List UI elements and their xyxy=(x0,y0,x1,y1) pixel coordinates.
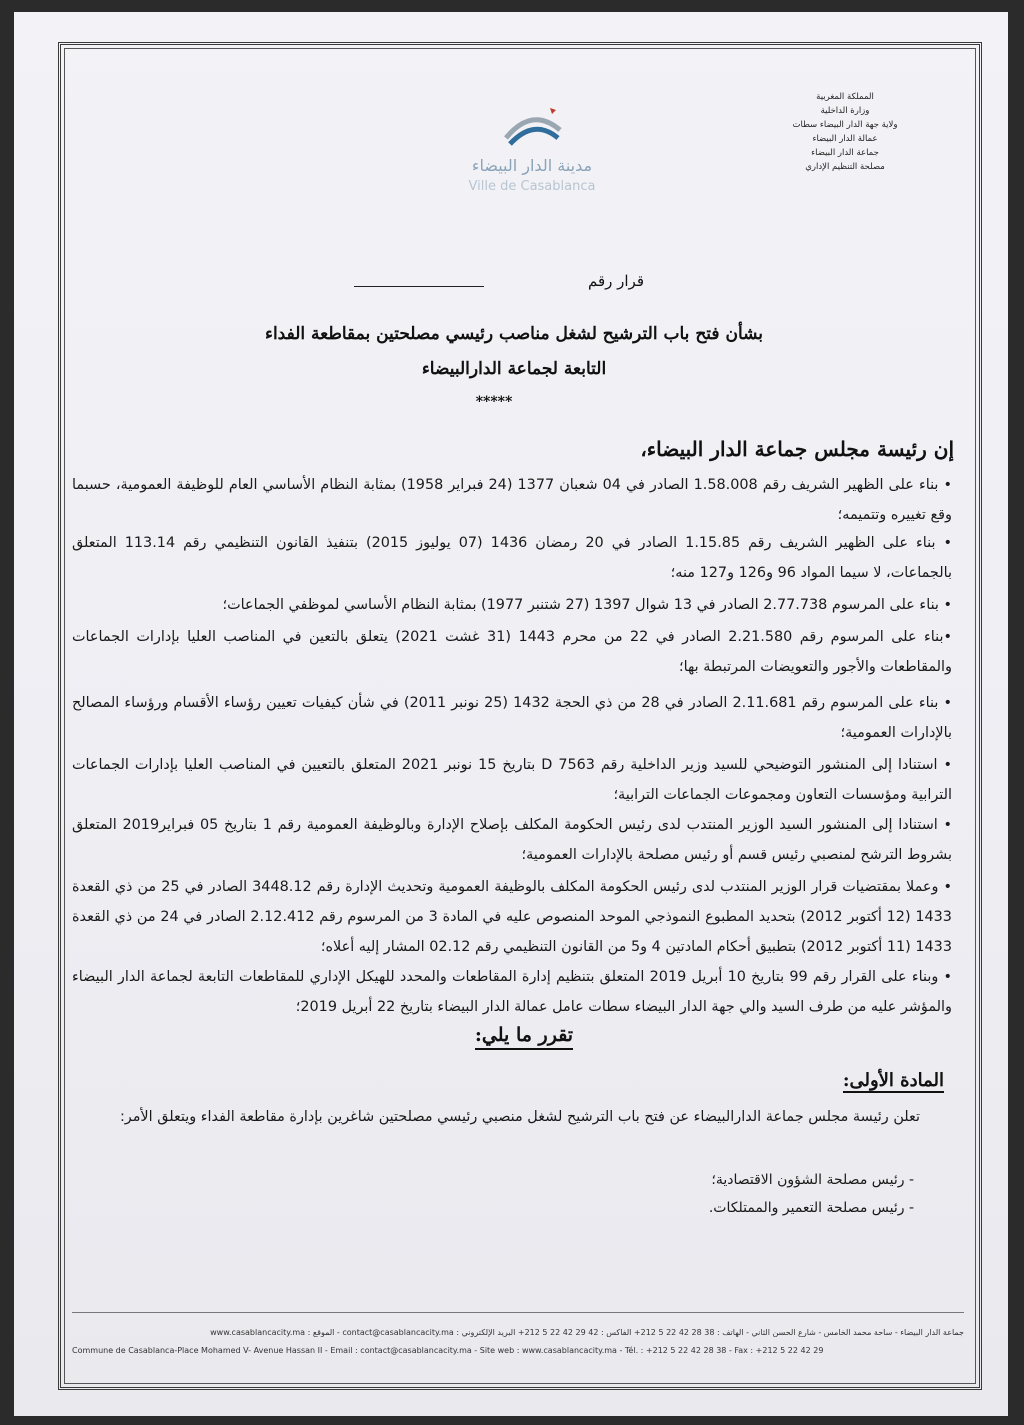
administrative-header xyxy=(770,90,920,174)
document-title-line-2: التابعة لجماعة الدارالبيضاء xyxy=(421,359,607,379)
position-list-item: - رئيس مصلحة الشؤون الاقتصادية؛ xyxy=(711,1172,914,1188)
considerant-paragraph: • بناء على الظهير الشريف رقم 1.58.008 الصادر في 04 شعبان 1377 (24 فبراير 1958) بمثابة النظام الأساسي العام للوظيفة العمومية، حسبما وقع تغييره وتتميمه؛ xyxy=(72,477,952,523)
decision-number xyxy=(314,264,644,294)
header-line: عمالة الدار البيضاء xyxy=(812,134,878,144)
considerant-paragraph: • وبناء على القرار رقم 99 بتاريخ 10 أبريل 2019 المتعلق بتنظيم إدارة المقاطعات والمحدد للهيكل الإداري للمقاطعات التابعة لجماعة الدار البيضاء والمؤشر عليه من طرف السيد والي جهة الدار البيضاء سطات عامل عمالة الدار البيضاء بتاريخ 22 أبريل 2019؛ xyxy=(72,969,953,1015)
header-line: ولاية جهة الدار البيضاء سطات xyxy=(792,120,898,130)
footer-arabic-contact: جماعة الدار البيضاء - ساحة محمد الخامس - شارع الحسن الثاني - الهاتف : 38 28 42 22 5 212+ الفاكس : 42 29 42 22 5 212+ البريد الإلكتروني : contact@casablancacity.ma - الموقع : www.casablancacity.ma xyxy=(210,1328,964,1337)
casablanca-city-logo xyxy=(432,100,632,195)
considerant-paragraph: • وعملا بمقتضيات قرار الوزير المنتدب لدى رئيس الحكومة المكلف بالوظيفة العمومية وتحديث الإدارة رقم 3448.12 الصادر في 25 من ذي القعدة 1433 (12 أكتوبر 2012) بتحديد المطبوع النموذجي الموحد المنصوص عليه في المادة 3 من المرسوم رقم 2.12.412 الصادر في 24 من ذي القعدة 1433 (11 أكتوبر 2012) بتطبيق أحكام المادتين 4 و5 من القانون التنظيمي رقم 02.12 المشار إليه أعلاه؛ xyxy=(72,879,952,955)
considerant-paragraph: • استنادا إلى المنشور السيد الوزير المنتدب لدى رئيس الحكومة المكلف بإصلاح الإدارة وبالوظيفة العمومية رقم 1 بتاريخ 05 فبراير2019 المتعلق بشروط الترشح لمنصبي رئيس قسم أو رئيس مصلحة بالإدارات العمومية؛ xyxy=(72,817,953,863)
footer-french-contact: Commune de Casablanca-Place Mohamed V- Avenue Hassan II - Email : contact@casablancacity.ma - Site web : www.casablancacity.ma - Tél. : +212 5 22 42 28 38 - Fax : +212 5 22 42 29 xyxy=(72,1346,824,1355)
title-separator: ***** xyxy=(475,394,513,410)
header-line: مصلحة التنظيم الإداري xyxy=(805,162,885,172)
decision-number-line xyxy=(354,286,484,287)
considerant-paragraph: • بناء على المرسوم رقم 2.11.681 الصادر في 28 من ذي الحجة 1432 (25 نونبر 2011) في شأن كيفيات تعيين رؤساء الأقسام ورؤساء المصالح بالإدارات العمومية؛ xyxy=(72,695,952,741)
considerant-paragraph: • بناء على الظهير الشريف رقم 1.15.85 الصادر في 20 رمضان 1436 (07 يوليوز 2015) بتنفيذ القانون التنظيمي رقم 113.14 المتعلق بالجماعات، لا سيما المواد 96 و126 و127 منه؛ xyxy=(72,535,952,581)
preamble-heading: إن رئيسة مجلس جماعة الدار البيضاء، xyxy=(640,437,954,461)
header-line: وزارة الداخلية xyxy=(820,106,870,116)
considerant-paragraph: • بناء على المرسوم 2.77.738 الصادر في 13 شوال 1397 (27 شتنبر 1977) بمثابة النظام الأساسي لموظفي الجماعات؛ xyxy=(222,597,952,613)
decides-text: تقرر ما يلي: xyxy=(475,1024,573,1050)
logo-name-french: Ville de Casablanca xyxy=(468,179,596,194)
position-list-item: - رئيس مصلحة التعمير والممتلكات. xyxy=(708,1200,914,1216)
article-one-title-text: المادة الأولى: xyxy=(842,1070,944,1091)
decision-label: قرار رقم xyxy=(587,272,644,290)
header-line: جماعة الدار البيضاء xyxy=(811,148,879,158)
logo-name-arabic: مدينة الدار البيضاء xyxy=(471,156,593,175)
document-page xyxy=(14,12,1008,1416)
article-one-text: تعلن رئيسة مجلس جماعة الدارالبيضاء عن فتح باب الترشيح لشغل منصبي رئيسي مصلحتين شاغرين بإدارة مقاطعة الفداء ويتعلق الأمر: xyxy=(119,1109,920,1125)
considerant-paragraph: • استنادا إلى المنشور التوضيحي للسيد وزير الداخلية رقم 7563 D بتاريخ 15 نونبر 2021 المتعلق بالتعيين في المناصب العليا بإدارات الجماعات الترابية ومؤسسات التعاون ومجموعات الجماعات الترابية؛ xyxy=(72,757,952,803)
footer-divider xyxy=(72,1312,964,1313)
document-title-line-1: بشأن فتح باب الترشيح لشغل مناصب رئيسي مصلحتين بمقاطعة الفداء xyxy=(264,324,764,344)
logo-arcs-icon xyxy=(500,100,564,150)
decides-heading xyxy=(394,1024,654,1046)
article-one-title xyxy=(714,1070,944,1091)
considerant-paragraph: •بناء على المرسوم رقم 2.21.580 الصادر في 22 من محرم 1443 (31 غشت 2021) يتعلق بالتعين في المناصب العليا بإدارات الجماعات والمقاطعات والأجور والتعويضات المرتبطة بها؛ xyxy=(72,629,952,675)
header-line: المملكة المغربية xyxy=(816,92,874,102)
